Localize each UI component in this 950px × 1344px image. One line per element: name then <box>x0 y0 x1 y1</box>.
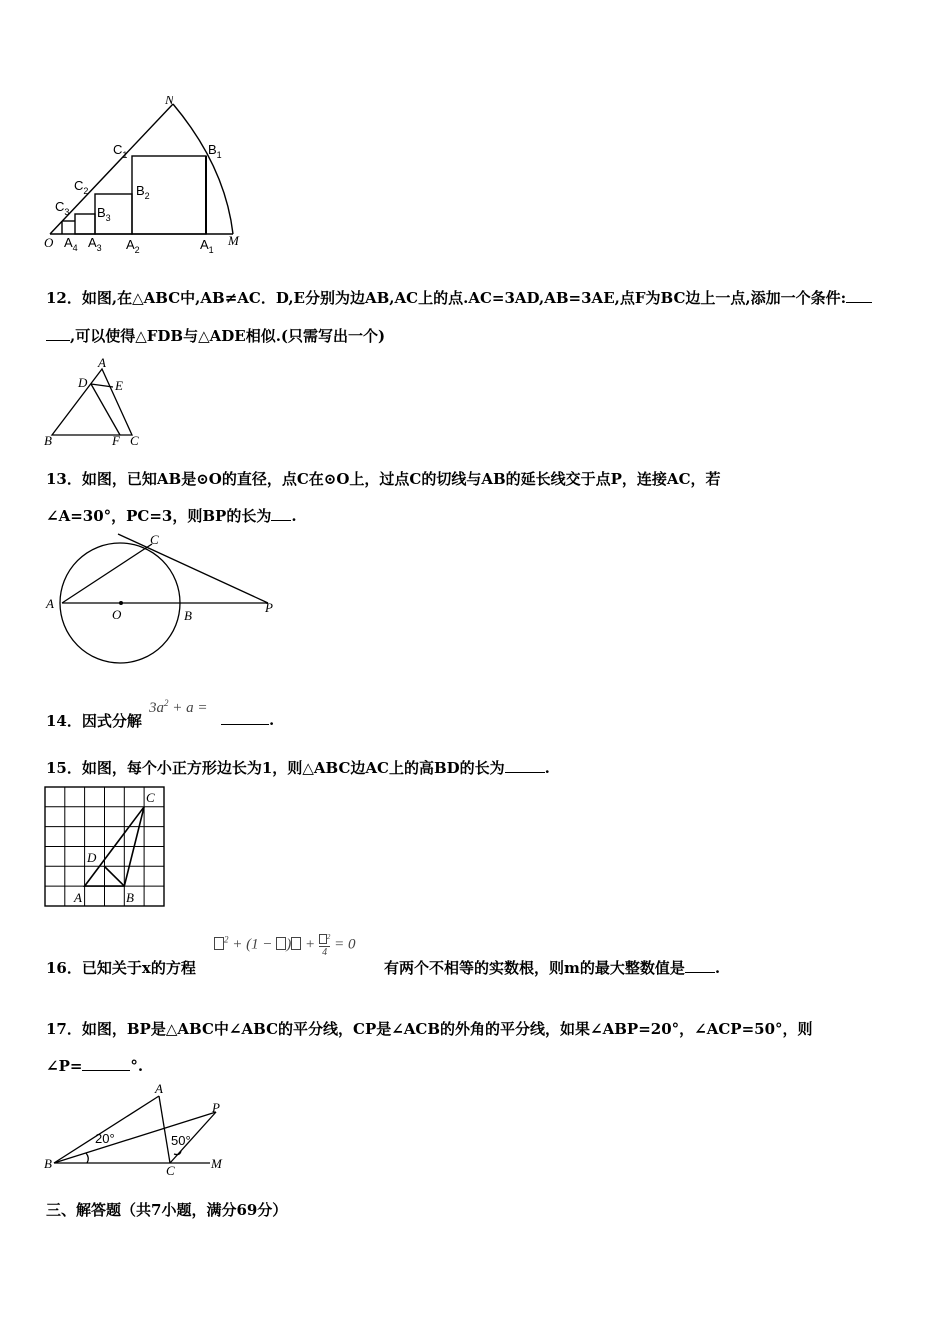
figure-circle-tangent <box>40 530 285 670</box>
label-a: A <box>98 357 106 370</box>
label-a2: $A_2$ <box>126 237 140 255</box>
label-a3: $A_3$ <box>88 235 102 253</box>
section-3-heading: 三、解答题（共7小题，满分69分） <box>46 1201 288 1219</box>
expression-14: $3a^2 + a$ = <box>149 698 208 716</box>
label-d: D <box>78 375 88 390</box>
label-b: B <box>44 1156 52 1171</box>
label-c1: $C_1$ <box>113 142 128 160</box>
question-12-text: 12．如图,在△ABC中,AB≠AC．D,E分别为边AB,AC上的点.AC=3AD,AB=3AE,点F为BC边上一点,添加一个条件: <box>46 289 847 307</box>
answer-blank-12b[interactable] <box>46 326 70 341</box>
question-13-line1: 13．如图，已知AB是⊙O的直径，点C在⊙O上，过点C的切线与AB的延长线交于点P，连接AC，若 <box>46 470 721 488</box>
label-m: M <box>228 233 239 248</box>
figure-squares-in-sector <box>40 96 255 256</box>
label-c2: $C_2$ <box>74 178 89 196</box>
label-o: O <box>44 235 54 250</box>
answer-blank-17[interactable] <box>82 1056 130 1071</box>
question-15: 15．如图，每个小正方形边长为1，则△ABC边AC上的高BD的长为 . <box>46 759 550 777</box>
placeholder-box <box>291 937 301 950</box>
question-13-text: ∠A=30°，PC=3，则BP的长为 <box>46 507 272 525</box>
label-c: C <box>130 433 139 448</box>
question-16-text-2: 有两个不相等的实数根，则m的最大整数值是 <box>384 959 685 977</box>
answer-blank-14[interactable] <box>221 710 269 725</box>
answer-blank-16[interactable] <box>685 958 715 973</box>
label-c: C <box>166 1163 175 1177</box>
label-b1: $B_1$ <box>208 142 222 160</box>
label-a: A <box>46 596 54 611</box>
label-c3: $C_3$ <box>55 199 70 217</box>
label-p: P <box>265 600 273 615</box>
fraction: $\frac{^2}{4}$ <box>319 932 331 958</box>
question-17-line1: 17．如图，BP是△ABC中∠ABC的平分线，CP是∠ACB的外角的平分线，如果∠ABP=20°，∠ACP=50°，则 <box>46 1020 813 1038</box>
label-b: B <box>126 890 134 905</box>
label-c: C <box>150 532 159 547</box>
figure-angle-bisectors <box>40 1082 230 1177</box>
question-16-start <box>46 957 196 978</box>
label-b3: $B_3$ <box>97 205 111 223</box>
question-16-end: 有两个不相等的实数根，则m的最大整数值是 . <box>384 959 721 977</box>
equation-16: $^2$ + (1 − ) + $\frac{^2}{4}$ = 0 <box>214 932 356 958</box>
label-p: P <box>212 1100 220 1115</box>
question-12-line1 <box>46 287 872 308</box>
label-50-degrees: 50° <box>171 1133 191 1148</box>
question-14 <box>46 710 142 731</box>
label-b2: $B_2$ <box>136 183 150 201</box>
label-a4: $A_4$ <box>64 235 78 253</box>
placeholder-box <box>276 937 286 950</box>
label-m: M <box>211 1156 222 1171</box>
label-b: B <box>44 433 52 448</box>
figure-grid-triangle <box>44 786 166 908</box>
placeholder-box <box>214 937 224 950</box>
question-12-text-2: ,可以使得△FDB与△ADE相似.(只需写出一个) <box>70 327 386 345</box>
label-d: D <box>87 850 97 865</box>
label-o: O <box>112 607 122 622</box>
figure-triangle-abc <box>42 357 142 449</box>
label-20-degrees: 20° <box>95 1131 115 1146</box>
label-f: F <box>112 433 120 448</box>
answer-blank-13[interactable] <box>271 506 291 521</box>
label-a1: $A_1$ <box>200 237 214 255</box>
answer-blank-15[interactable] <box>505 758 545 773</box>
question-16-text: 16．已知关于x的方程 <box>46 959 196 977</box>
label-e: E <box>115 378 123 393</box>
label-b: B <box>184 608 192 623</box>
question-14-text: 14．因式分解 <box>46 712 142 730</box>
question-13-line2: ∠A=30°，PC=3，则BP的长为 . <box>46 507 297 525</box>
label-n: N <box>165 96 174 107</box>
question-12-line2 <box>46 325 385 346</box>
question-17-line2: ∠P= °. <box>46 1057 144 1075</box>
question-15-text: 15．如图，每个小正方形边长为1，则△ABC边AC上的高BD的长为 <box>46 759 505 777</box>
label-a: A <box>74 890 82 905</box>
label-c: C <box>146 790 155 805</box>
question-14-tail: . <box>221 710 274 729</box>
label-a: A <box>155 1082 163 1096</box>
answer-blank-12a[interactable] <box>846 288 872 303</box>
